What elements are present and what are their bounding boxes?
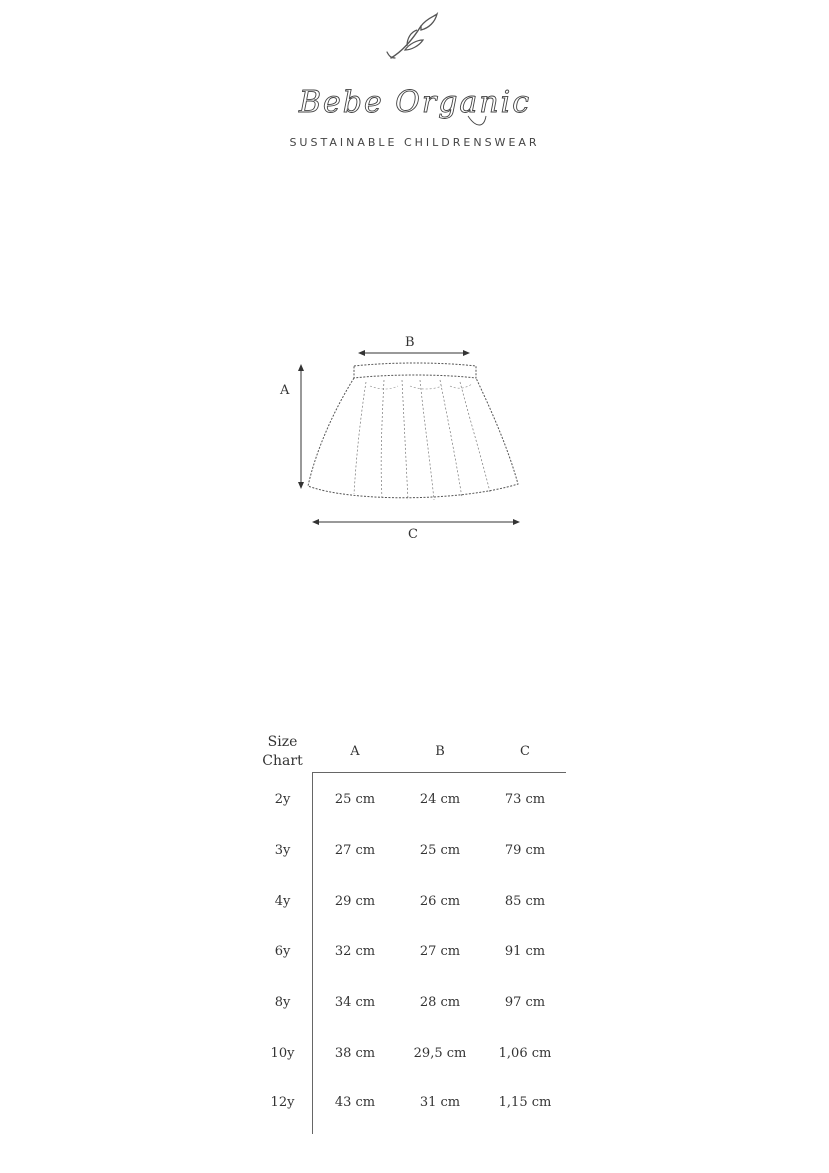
table-row bbox=[250, 894, 580, 914]
a-cell: 25 cm bbox=[334, 792, 376, 807]
size-cell: 6y bbox=[274, 944, 291, 959]
header-divider bbox=[312, 772, 566, 773]
a-cell: 43 cm bbox=[334, 1095, 376, 1110]
table-row bbox=[250, 944, 580, 964]
b-cell: 26 cm bbox=[419, 894, 461, 909]
size-chart-title: Size Chart bbox=[262, 734, 303, 769]
c-cell: 1,15 cm bbox=[498, 1095, 552, 1110]
b-cell: 31 cm bbox=[419, 1095, 461, 1110]
a-cell: 32 cm bbox=[334, 944, 376, 959]
a-cell: 38 cm bbox=[334, 1046, 376, 1061]
b-cell: 27 cm bbox=[419, 944, 461, 959]
skirt-measurement-diagram bbox=[270, 330, 540, 560]
b-cell: 28 cm bbox=[419, 995, 461, 1010]
c-cell: 91 cm bbox=[504, 944, 546, 959]
size-cell: 12y bbox=[270, 1095, 295, 1110]
table-row bbox=[250, 792, 580, 812]
size-cell: 4y bbox=[274, 894, 291, 909]
leaf-icon bbox=[383, 12, 443, 62]
size-cell: 10y bbox=[270, 1046, 295, 1061]
column-header-b: B bbox=[435, 744, 445, 759]
c-cell: 79 cm bbox=[504, 843, 546, 858]
b-cell: 29,5 cm bbox=[413, 1046, 467, 1061]
table-row bbox=[250, 843, 580, 863]
c-cell: 1,06 cm bbox=[498, 1046, 552, 1061]
dimension-label-a: A bbox=[280, 383, 290, 398]
table-row bbox=[250, 1095, 580, 1115]
skirt-illustration bbox=[270, 330, 540, 560]
column-header-c: C bbox=[520, 744, 530, 759]
brand-tagline: SUSTAINABLE CHILDRENSWEAR bbox=[289, 136, 540, 149]
c-cell: 73 cm bbox=[504, 792, 546, 807]
brand-name: Bebe Organic bbox=[298, 85, 532, 120]
table-row bbox=[250, 1046, 580, 1066]
c-cell: 85 cm bbox=[504, 894, 546, 909]
column-header-a: A bbox=[350, 744, 360, 759]
a-cell: 34 cm bbox=[334, 995, 376, 1010]
a-cell: 27 cm bbox=[334, 843, 376, 858]
a-cell: 29 cm bbox=[334, 894, 376, 909]
table-row bbox=[250, 995, 580, 1015]
dimension-label-b: B bbox=[405, 335, 415, 350]
size-cell: 8y bbox=[274, 995, 291, 1010]
size-cell: 2y bbox=[274, 792, 291, 807]
c-cell: 97 cm bbox=[504, 995, 546, 1010]
b-cell: 24 cm bbox=[419, 792, 461, 807]
b-cell: 25 cm bbox=[419, 843, 461, 858]
size-cell: 3y bbox=[274, 843, 291, 858]
dimension-label-c: C bbox=[408, 527, 418, 542]
brand-logo bbox=[270, 76, 560, 132]
